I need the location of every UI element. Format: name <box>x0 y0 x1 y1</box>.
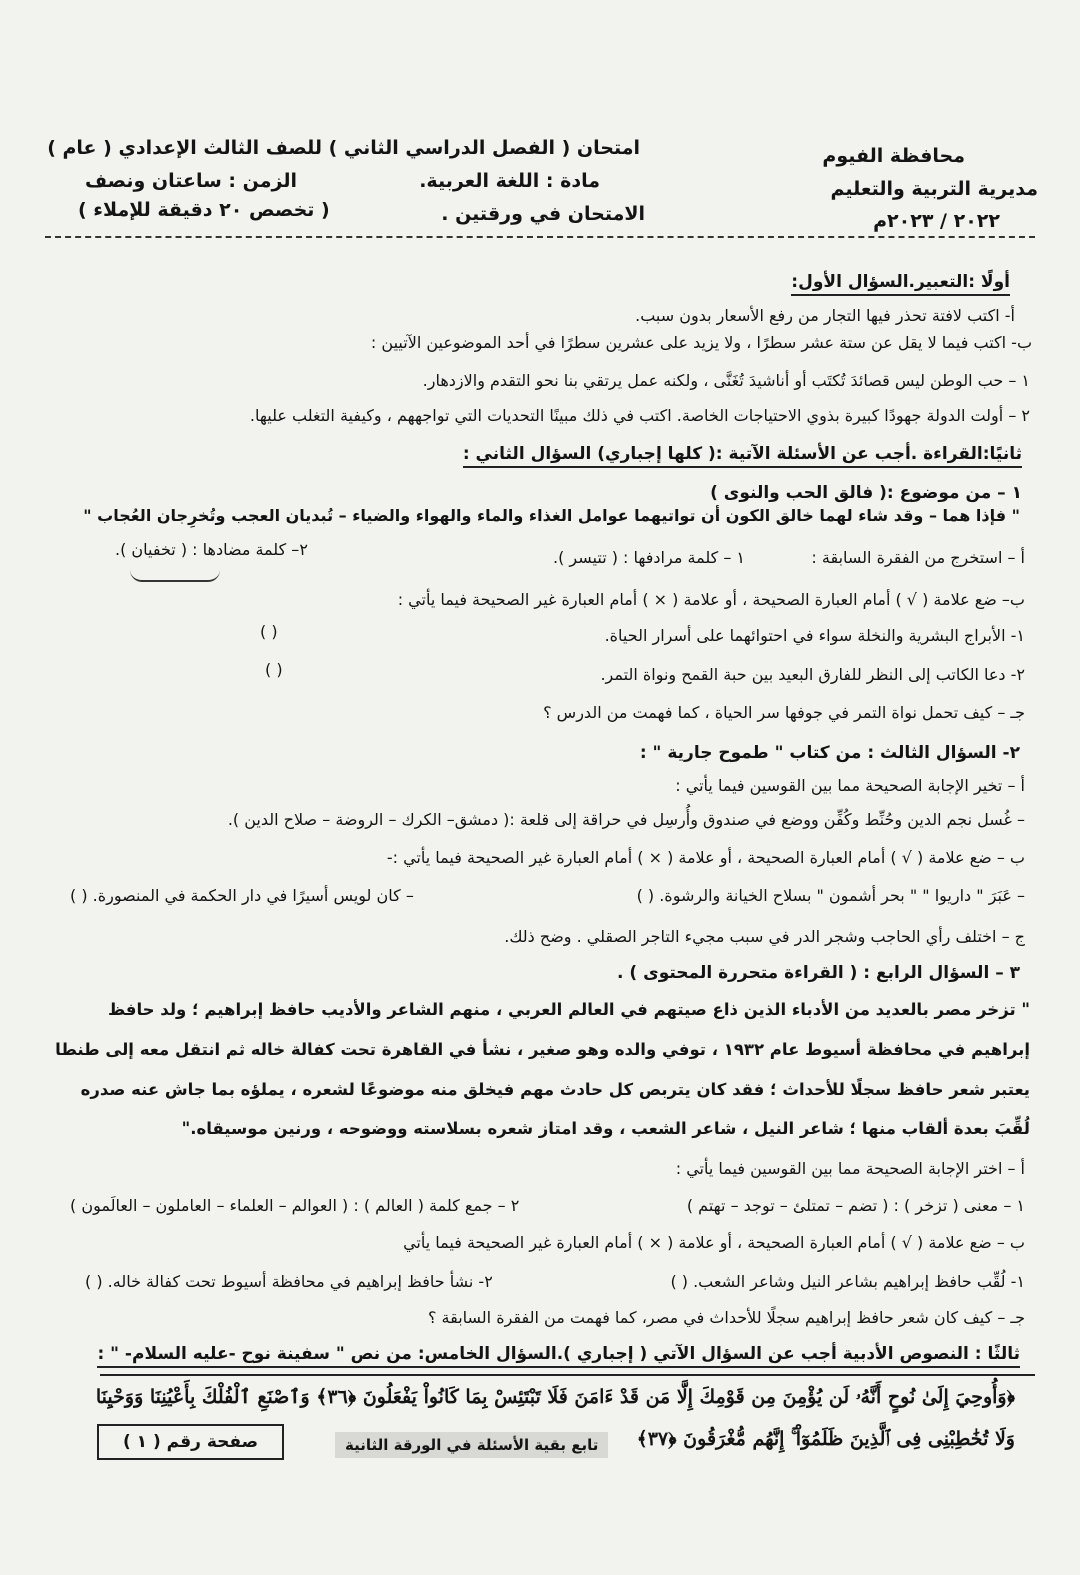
quran-verse-2: وَلَا تُخَٰطِبْنِى فِى ٱلَّذِينَ ظَلَمُوٓاْ ۚ إِنَّهُم مُّغْرَقُونَ ﴿٣٧﴾ <box>636 1428 1015 1450</box>
q3-b2: – كان لويس أسيرًا في دار الحكمة في المنصورة. ( ) <box>70 886 414 905</box>
page-number-box: صفحة رقم ( ١ ) <box>97 1424 284 1460</box>
q3-a-intro: أ – تخير الإجابة الصحيحة مما بين القوسين فيما يأتي : <box>675 776 1025 795</box>
q2-b2: ٢- دعا الكاتب إلى النظر للفارق البعيد بين حبة القمح ونواة التمر. <box>600 665 1025 684</box>
q3-b-intro: ب – ضع علامة ( √ ) أمام العبارة الصحيحة ، أو علامة ( × ) أمام العبارة غير الصحيحة فيما يأتي :- <box>386 848 1025 867</box>
q5-title: ثالثًا : النصوص الأدبية أجب عن السؤال الآتي ( إجباري ).السؤال الخامس: من نص " سفينة نوح -عليه السلام- " : <box>97 1344 1020 1364</box>
q2-a-intro: أ – استخرج من الفقرة السابقة : <box>811 548 1025 567</box>
q5-rule <box>100 1374 1035 1376</box>
q3-a1: – غُسل نجم الدين وحُنِّط وكُفِّن ووضع في صندوق وأُرسِل في حراقة إلى قلعة :( دمشق– الكرك – الروضة – صلاح الدين ). <box>227 810 1025 829</box>
q1-a: أ- اكتب لافتة تحذر فيها التجار من رفع الأسعار بدون سبب. <box>635 306 1015 325</box>
dictation-time: ( تخصص ٢٠ دقيقة للإملاء ) <box>78 199 330 221</box>
exam-papers: الامتحان في ورقتين . <box>441 203 645 225</box>
q4-para-3: يعتبر شعر حافظ سجلًا للأحداث ؛ فقد كان يتربص كل حادث مهم فيخلق منه موضوعًا لشعره ، يملؤه بما جاش عنه صدره <box>80 1080 1030 1099</box>
continued-note: تابع بقية الأسئلة في الورقة الثانية <box>335 1432 608 1458</box>
q2-passage: " فإذا هما – وقد شاء لهما خالق الكون أن تواتيهما عوامل الغذاء والماء والهواء والضياء – تُبديان العجب وتُخرِجان العُجاب " <box>83 506 1020 525</box>
subject: مادة : اللغة العربية. <box>419 170 600 192</box>
exam-title: امتحان ( الفصل الدراسي الثاني ) للصف الثالث الإعدادي ( عام ) <box>47 137 640 159</box>
q4-c: جـ – كيف كان شعر حافظ إبراهيم سجلًا للأحداث في مصر، كما فهمت من الفقرة السابقة ؟ <box>427 1308 1025 1327</box>
q1-topic2: ٢ – أولت الدولة جهودًا كبيرة بذوي الاحتياجات الخاصة. اكتب في ذلك مبينًا التحديات التي تواجههم ، وكيفية التغلب عليها. <box>249 406 1030 425</box>
q4-para-1: " تزخر مصر بالعديد من الأدباء الذين ذاع صيتهم في العالم العربي ، منهم الشاعر والأديب حافظ إبراهيم ؛ ولد حافظ <box>107 1000 1030 1019</box>
handwritten-underline <box>130 570 220 582</box>
q2-b2-paren: ( ) <box>265 660 283 679</box>
school-year: ٢٠٢٢ / ٢٠٢٣م <box>873 210 1000 232</box>
q4-para-4: لُقِّبَ بعدة ألقاب منها ؛ شاعر النيل ، شاعر الشعب ، وقد امتاز شعره بسلاسته ووضوحه ، ورنين موسيقاه." <box>181 1119 1030 1138</box>
q3-c: ج – اختلف رأي الحاجب وشجر الدر في سبب مجيء التاجر الصقلي . وضح ذلك. <box>504 927 1025 946</box>
q4-a-intro: أ – اختر الإجابة الصحيحة مما بين القوسين فيما يأتي : <box>675 1159 1025 1178</box>
q4-a2: ٢ – جمع كلمة ( العالم ) : ( العوالم – العلماء – العاملون – العالَمون ) <box>70 1196 520 1215</box>
q2-a2: ٢– كلمة مضادها : ( تخفيان ). <box>115 540 308 559</box>
quran-verse-1: ﴿وَأُوحِيَ إِلَىٰ نُوحٍ أَنَّهُۥ لَن يُؤْمِنَ مِن قَوْمِكَ إِلَّا مَن قَدْ ءَامَنَ فَلَا تَبْتَئِسْ بِمَا كَانُواْ يَفْعَلُونَ ﴿٣٦﴾ وَٱصْنَعِ ٱلْفُلْكَ بِأَعْيُنِنَا وَوَحْيِنَا <box>95 1386 1015 1408</box>
q2-a1: ١ – كلمة مرادفها : ( تتيسر ). <box>553 548 745 567</box>
q4-b-intro: ب – ضع علامة ( √ ) أمام العبارة الصحيحة ، أو علامة ( × ) أمام العبارة غير الصحيحة فيما يأتي <box>403 1233 1025 1252</box>
q2-title: ثانيًا:القراءة .أجب عن الأسئلة الآتية :( كلها إجباري) السؤال الثاني : <box>463 444 1022 464</box>
q4-a1: ١ – معنى ( تزخر ) : ( تضم – تمتلئ – توجد – تهتم ) <box>686 1196 1025 1215</box>
q3-title: ٢- السؤال الثالث : من كتاب " طموح جارية " : <box>639 743 1020 763</box>
q1-title: أولًا :التعبير.السؤال الأول: <box>791 272 1010 292</box>
q2-topic: ١ – من موضوع :( فالق الحب والنوى ) <box>710 483 1022 503</box>
governorate: محافظة الفيوم <box>822 145 965 167</box>
q3-b1: – عَبَرَ " داريوا " " بحر أشمون " بسلاح الخيانة والرشوة. ( ) <box>636 886 1025 905</box>
q1-b: ب- اكتب فيما لا يقل عن ستة عشر سطرًا ، ولا يزيد على عشرين سطرًا في أحد الموضوعين الآتيين : <box>370 333 1032 352</box>
q2-b1: ١- الأبراج البشرية والنخلة سواء في احتوائهما على أسرار الحياة. <box>604 626 1025 645</box>
q2-b1-paren: ( ) <box>260 622 278 641</box>
q4-b1: ١- لُقِّب حافظ إبراهيم بشاعر النيل وشاعر الشعب. ( ) <box>670 1272 1025 1291</box>
q4-para-2: إبراهيم في محافظة أسيوط عام ١٩٣٢ ، توفي والده وهو صغير ، نشأ في القاهرة تحت كفالة خاله ثم انتقل معه إلى طنطا <box>55 1040 1030 1059</box>
directorate: مديرية التربية والتعليم <box>830 178 1038 200</box>
header-separator <box>45 236 1035 238</box>
q4-title: ٣ – السؤال الرابع : ( القراءة متحررة المحتوى ) . <box>617 963 1020 983</box>
q4-b2: ٢- نشأ حافظ إبراهيم في محافظة أسيوط تحت كفالة خاله. ( ) <box>85 1272 493 1291</box>
exam-time: الزمن : ساعتان ونصف <box>85 170 297 192</box>
q2-c: جـ – كيف تحمل نواة التمر في جوفها سر الحياة ، كما فهمت من الدرس ؟ <box>543 703 1025 722</box>
q2-b-intro: ب– ضع علامة ( √ ) أمام العبارة الصحيحة ، أو علامة ( × ) أمام العبارة غير الصحيحة فيما يأتي : <box>397 590 1025 609</box>
q1-topic1: ١ – حب الوطن ليس قصائدَ تُكتَب أو أناشيدَ تُغَنَّى ، ولكنه عمل يرتقي بنا نحو التقدم والازدهار. <box>422 371 1030 390</box>
